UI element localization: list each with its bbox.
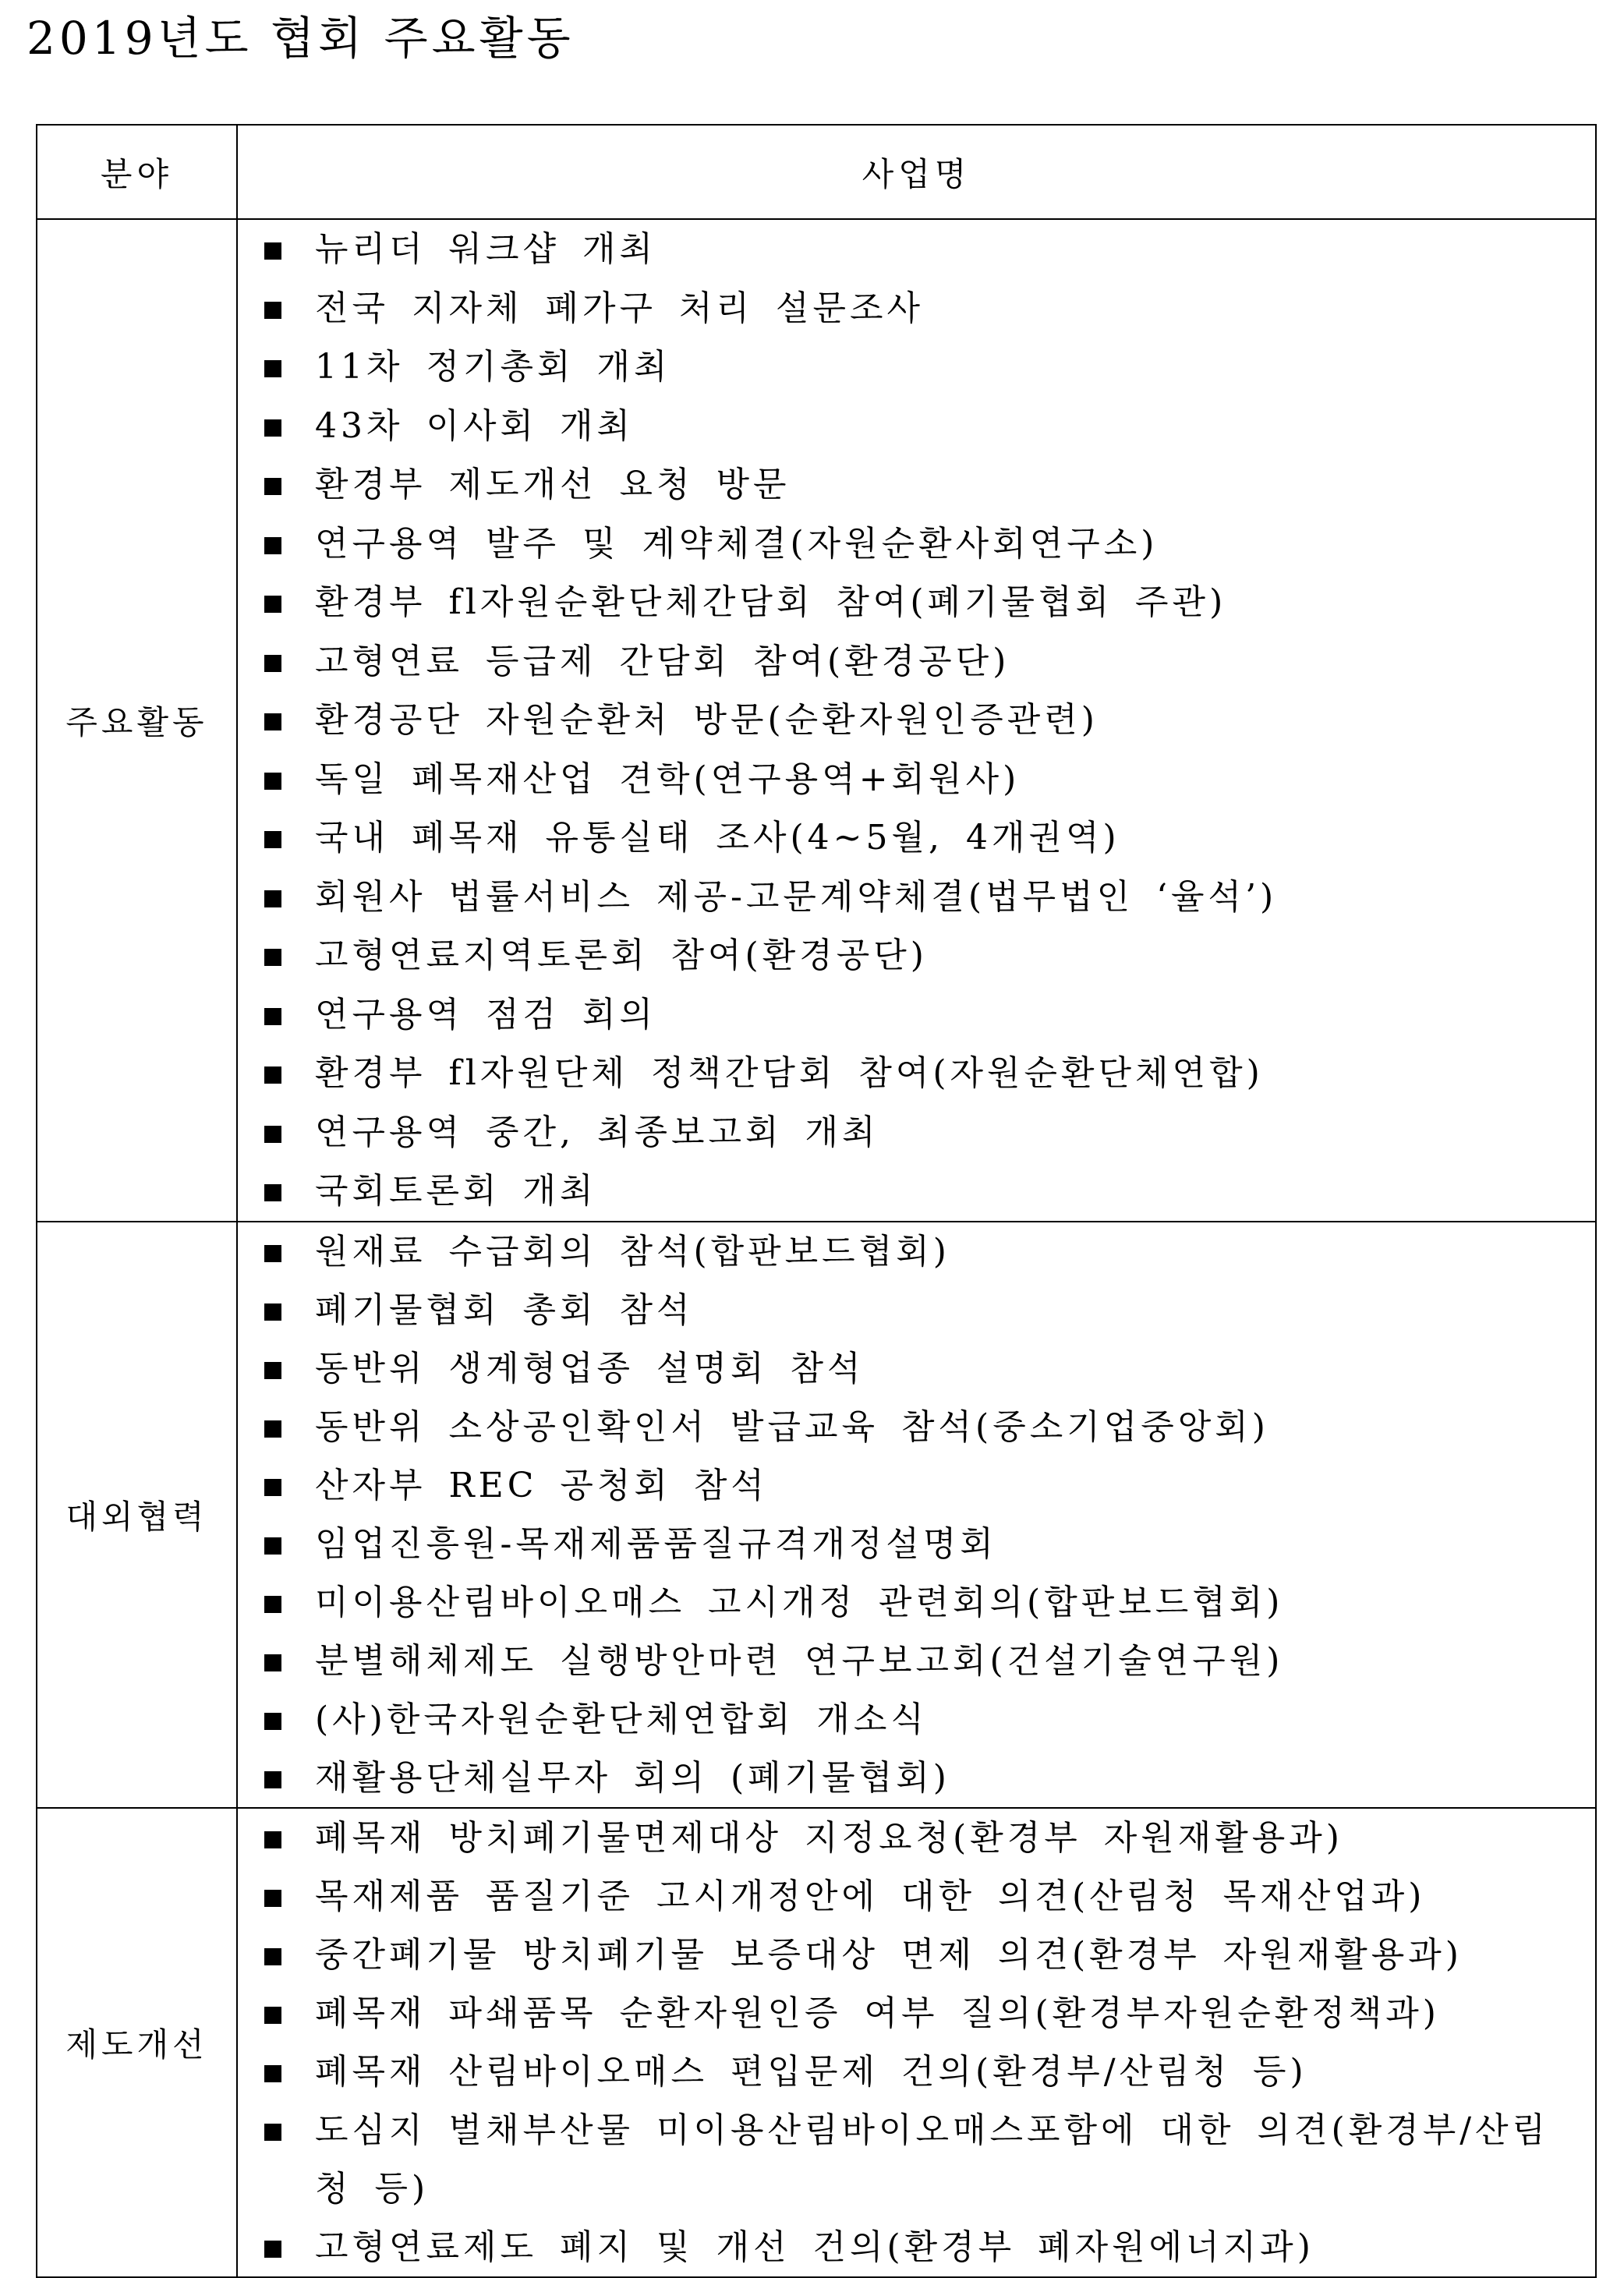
list-item: 환경공단 자원순환처 방문(순환자원인증관련): [238, 691, 1595, 750]
activities-table: [36, 124, 1597, 2278]
header-project-name: 사업명: [237, 125, 1596, 219]
item-list: [238, 1222, 1595, 1807]
list-item: 폐목재 산림바이오매스 편입문제 건의(환경부/산림청 등): [238, 2043, 1595, 2101]
header-field: 분야: [37, 125, 237, 219]
list-item: 미이용산림바이오매스 고시개정 관련회의(합판보드협회): [238, 1573, 1595, 1632]
section-row-system-improvement: [37, 1808, 1596, 2277]
document-title: 2019년도 협회 주요활동: [27, 12, 575, 65]
list-item: 고형연료지역토론회 참여(환경공단): [238, 926, 1595, 985]
list-item: 회원사 법률서비스 제공-고문계약체결(법무법인 ‘율석’): [238, 868, 1595, 927]
items-cell: [237, 1222, 1596, 1808]
section-row-external-cooperation: [37, 1222, 1596, 1808]
list-item: 분별해체제도 실행방안마련 연구보고회(건설기술연구원): [238, 1632, 1595, 1690]
list-item: 동반위 소상공인확인서 발급교육 참석(중소기업중앙회): [238, 1398, 1595, 1456]
list-item: 국내 폐목재 유통실태 조사(4~5월, 4개권역): [238, 808, 1595, 868]
list-item: 독일 폐목재산업 견학(연구용역+회원사): [238, 750, 1595, 809]
list-item: 고형연료 등급제 간담회 참여(환경공단): [238, 632, 1595, 692]
list-item: 11차 정기총회 개최: [238, 338, 1595, 397]
list-item: 폐목재 방치폐기물면제대상 지정요청(환경부 자원재활용과): [238, 1809, 1595, 1867]
list-item: 환경부 fl자원순환단체간담회 참여(폐기물협회 주관): [238, 573, 1595, 632]
list-item: 폐기물협회 총회 참석: [238, 1281, 1595, 1339]
list-item: 목재제품 품질기준 고시개정안에 대한 의견(산림청 목재산업과): [238, 1867, 1595, 1926]
table-header-row: [37, 125, 1596, 219]
items-cell: [237, 1808, 1596, 2277]
list-item: 환경부 제도개선 요청 방문: [238, 455, 1595, 515]
list-item: (사)한국자원순환단체연합회 개소식: [238, 1690, 1595, 1749]
category-cell: 주요활동: [37, 219, 237, 1222]
category-cell: 제도개선: [37, 1808, 237, 2277]
list-item: 중간폐기물 방치폐기물 보증대상 면제 의견(환경부 자원재활용과): [238, 1926, 1595, 1984]
section-row-main-activities: [37, 219, 1596, 1222]
item-list: [238, 220, 1595, 1221]
list-item: 동반위 생계형업종 설명회 참석: [238, 1339, 1595, 1398]
items-cell: [237, 219, 1596, 1222]
list-item: 고형연료제도 폐지 및 개선 건의(환경부 폐자원에너지과): [238, 2218, 1595, 2276]
list-item: 환경부 fl자원단체 정책간담회 참여(자원순환단체연합): [238, 1044, 1595, 1103]
list-item: 전국 지자체 폐가구 처리 설문조사: [238, 279, 1595, 338]
list-item: 임업진흥원-목재제품품질규격개정설명회: [238, 1515, 1595, 1573]
list-item: 뉴리더 워크샵 개최: [238, 220, 1595, 279]
list-item: 원재료 수급회의 참석(합판보드협회): [238, 1222, 1595, 1281]
list-item: 폐목재 파쇄품목 순환자원인증 여부 질의(환경부자원순환정책과): [238, 1984, 1595, 2043]
category-cell: 대외협력: [37, 1222, 237, 1808]
list-item: 연구용역 중간, 최종보고회 개최: [238, 1103, 1595, 1162]
list-item: 43차 이사회 개최: [238, 397, 1595, 456]
item-list: [238, 1809, 1595, 2276]
list-item: 국회토론회 개최: [238, 1162, 1595, 1221]
list-item: 재활용단체실무자 회의 (폐기물협회): [238, 1749, 1595, 1807]
list-item: 연구용역 발주 및 계약체결(자원순환사회연구소): [238, 515, 1595, 574]
list-item: 산자부 REC 공청회 참석: [238, 1456, 1595, 1515]
list-item: 도심지 벌채부산물 미이용산림바이오매스포함에 대한 의견(환경부/산림청 등): [238, 2101, 1595, 2218]
list-item: 연구용역 점검 회의: [238, 985, 1595, 1045]
